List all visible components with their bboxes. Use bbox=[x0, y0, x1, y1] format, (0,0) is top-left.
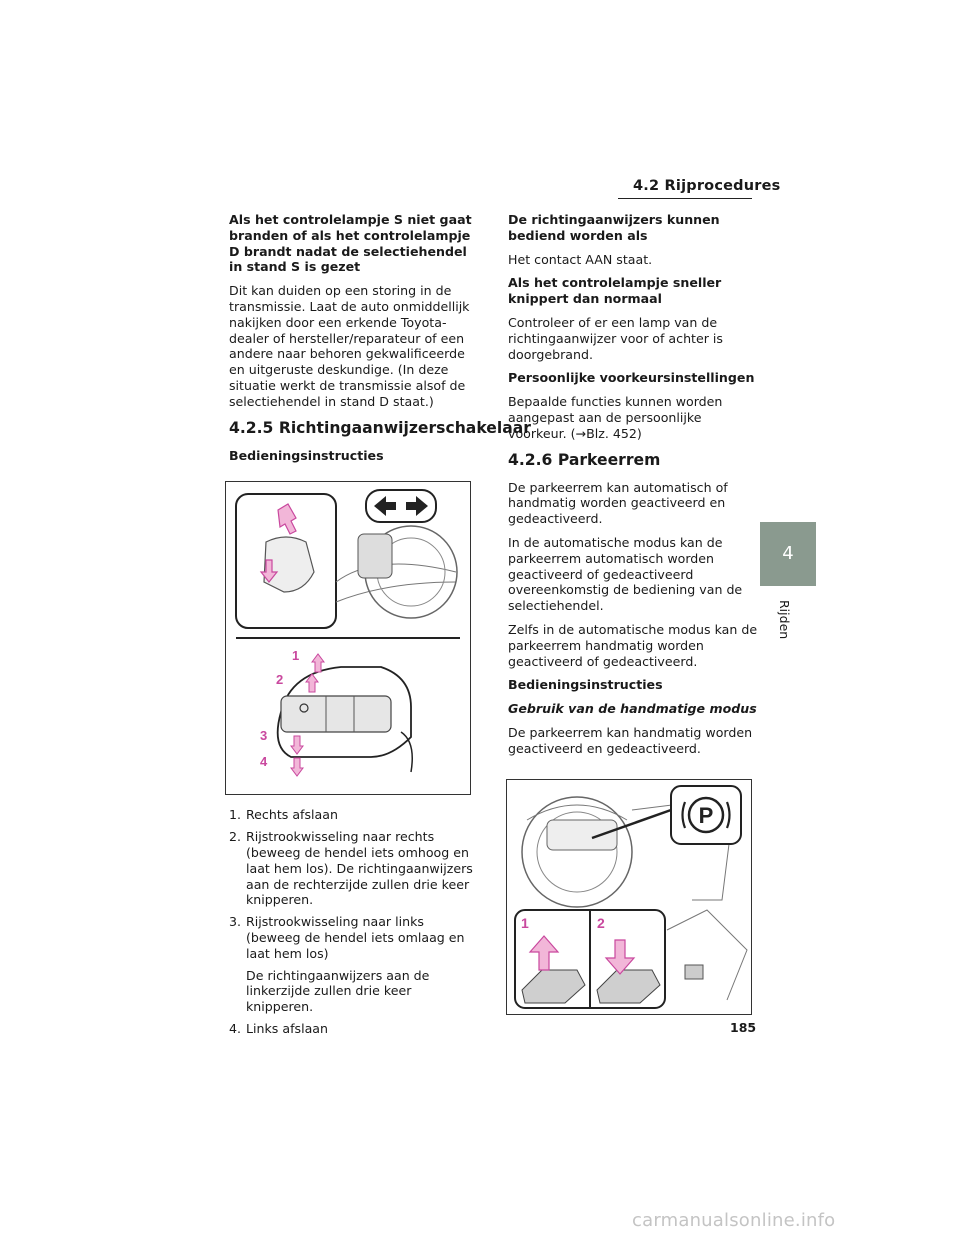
step-3: 3. Rijstrookwisseling naar links (beweeg de hendel iets omlaag en laat hem los) De richtingaanwijzers aan de linkerzijde zullen drie keer knipperen. bbox=[229, 914, 465, 1015]
chapter-tab-label: Rijden bbox=[777, 600, 792, 640]
manual-mode-heading: Gebruik van de handmatige modus bbox=[508, 701, 757, 717]
step-2: 2. Rijstrookwisseling naar rechts (beweeg de hendel iets omhoog en laat hem los). De richtingaanwijzers aan de rechterzijde zullen drie keer knipperen. bbox=[229, 829, 473, 908]
warning-body: Dit kan duiden op een storing in de transmissie. Laat de auto onmiddellijk nakijken door een erkende Toyota-dealer of hersteller/reparateur of een andere naar behoren gekwalificeerde en uitgeruste deskundige. (In deze situatie werkt de transmissie alsof de selectiehendel in stand D staat.) bbox=[229, 283, 470, 409]
instructions-heading: Bedieningsinstructies bbox=[229, 447, 384, 463]
callout-2: 2 bbox=[276, 672, 284, 688]
callout-3: 3 bbox=[260, 728, 268, 744]
op-body: Het contact AAN staat. bbox=[508, 251, 653, 267]
step-4: 4. Links afslaan bbox=[229, 1020, 328, 1036]
callout-1: 1 bbox=[292, 648, 300, 664]
chapter-tab: 4 bbox=[760, 522, 816, 586]
pb-callout-2: 2 bbox=[597, 914, 605, 931]
pref-heading: Persoonlijke voorkeursinstellingen bbox=[508, 370, 755, 386]
pb-callout-1: 1 bbox=[521, 914, 529, 931]
right-column bbox=[508, 212, 758, 1015]
parking-para-2: In de automatische modus kan de parkeerrem automatisch worden geactiveerd of gedeactiveerd overeenkomstig de bediening van de selectiehendel. bbox=[508, 534, 743, 614]
manual-mode-body: De parkeerrem kan handmatig worden geactiveerd en gedeactiveerd. bbox=[508, 724, 753, 756]
blink-heading: Als het controlelampje sneller knippert dan normaal bbox=[508, 275, 722, 307]
watermark: carmanualsonline.info bbox=[632, 1210, 836, 1231]
pref-body: Bepaalde functies kunnen worden aangepast aan de persoonlijke voorkeur. (→Blz. 452) bbox=[508, 394, 723, 441]
parking-instructions-heading: Bedieningsinstructies bbox=[508, 677, 663, 693]
parking-para-1: De parkeerrem kan automatisch of handmatig worden geactiveerd en gedeactiveerd. bbox=[508, 479, 728, 527]
header-rule bbox=[618, 198, 752, 199]
page-number: 185 bbox=[730, 1020, 757, 1035]
step-1: 1. Rechts afslaan bbox=[229, 807, 338, 823]
left-column bbox=[229, 212, 531, 1043]
parking-brake-figure bbox=[506, 779, 752, 1015]
parking-para-3: Zelfs in de automatische modus kan de parkeerrem handmatig worden geactiveerd of gedeactiveerd. bbox=[508, 621, 758, 669]
callout-4: 4 bbox=[260, 754, 268, 770]
section-header: 4.2 Rijprocedures bbox=[633, 178, 781, 194]
parking-symbol: P bbox=[698, 802, 714, 828]
section-title-turn-signal: 4.2.5 Richtingaanwijzerschakelaar bbox=[229, 418, 531, 437]
section-title-parking-brake: 4.2.6 Parkeerrem bbox=[508, 450, 661, 469]
warning-heading: Als het controlelampje S niet gaat branden of als het controlelampje D brandt nadat de selectiehendel in stand S is gezet bbox=[229, 212, 472, 275]
turn-signal-figure bbox=[225, 481, 471, 795]
steps-list bbox=[229, 807, 479, 1036]
op-heading: De richtingaanwijzers kunnen bediend worden als bbox=[508, 212, 720, 243]
blink-body: Controleer of er een lamp van de richtingaanwijzer voor of achter is doorgebrand. bbox=[508, 314, 723, 362]
